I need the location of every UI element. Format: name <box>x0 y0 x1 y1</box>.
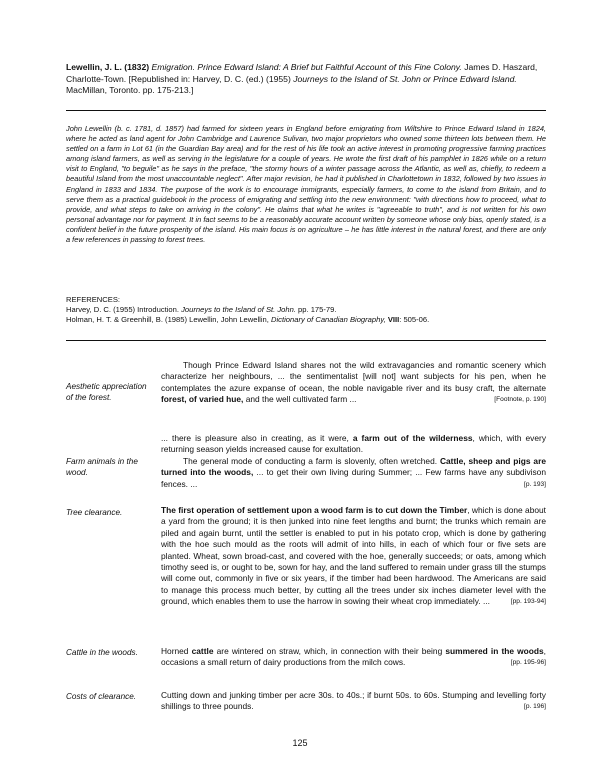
excerpt-text: The first operation of settlement upon a wood farm is to cut down the Timber, which is done about a yard from the ground; it is then junked into nine feet lengths and burnt; the trunks which remain are piled and again burnt, until the settler is enabled to put in his potato crop, which is done by gathering with the hoe such mould as the roots will admit of into hills, in each of which four or five sets are planted. Wheat, sown broad-cast, and covered with the hoe, generally succeeds; or oats, among which timothy seed is, or ought to be, sown for hay, and the land suffered to remain under grass till the stumps will come out, commonly in five or six years, if the timber had been hardwood. The Americans are said to manage this process much better, by cutting all the trees under six inches diameter level with the ground, which enables them to use the harrow in sowing their wheat crop immediately. ... [pp. 193-94] <box>161 505 546 607</box>
excerpt-text: ... there is pleasure also in creating, as it were, a farm out of the wilderness, which, with every returning season yields increased cause for exultation. The general mode of conducting a farm is slovenly, often wretched. Cattle, sheep and pigs are turned into the woods, ... to get their own living during Summer; ... Few farms have any subdivison fences. ... [p. 193] <box>161 433 547 489</box>
excerpt-text: Cutting down and junking timber per acre 30s. to 40s.; if burnt 50s. to 60s. Stumping and levelling forty shillings to three pounds. [p. 196] <box>161 690 546 712</box>
reference-item: Holman, H. T. & Greenhill, B. (1985) Lewellin, John Lewellin, Dictionary of Canadian Biography, VIII: 505-06. <box>66 315 430 325</box>
excerpt-text: Horned cattle are wintered on straw, which, in connection with their being summered in the woods, occasions a small return of dairy productions from the milch cows. [pp. 195-96] <box>161 646 546 668</box>
references-heading: REFERENCES: <box>66 295 121 304</box>
citation-page: [p. 196] <box>524 703 546 711</box>
citation-page: [Footnote, p. 190] <box>494 396 546 404</box>
citation-page: [pp. 195-96] <box>510 659 546 667</box>
margin-tag: Tree clearance. <box>66 508 123 517</box>
margin-tag: Cattle in the woods. <box>66 648 138 657</box>
citation-page: [pp. 193-94] <box>510 598 546 606</box>
divider-bottom <box>66 340 546 341</box>
excerpt-text: Though Prince Edward Island shares not the wild extravagancies and romantic scenery which characterize her neighbours, ... the sentimentalist [will not] want subjects for his pen, when he contemplates the azure expanse of ocean, the noble navigable river and its busy craft, the alternate forest, of varied hue, and the well cultivated farm ... [Footnote, p. 190] <box>161 360 546 405</box>
divider-top <box>66 110 546 111</box>
citation-page: [p. 193] <box>524 480 546 488</box>
margin-tag: Costs of clearance. <box>66 692 137 701</box>
margin-tag: Aesthetic appreciation of the forest. <box>66 382 147 402</box>
citation-author: Lewellin, J. L. (1832) <box>66 62 150 72</box>
author-biography: John Lewellin (b. c. 1781, d. 1857) had farmed for sixteen years in England before emigrating from Wiltshire to Prince Edward Island in 1824, where he acted as land agent for John Cambridge and Laurence Sulivan, two major proprietors who owned some thirteen lots between them. He settled on a farm in Lot 61 (in the Guardian Bay area) and for the rest of his life took an active interest in promoting progressive farming practices among island farmers, as well as serving in the legislature for a couple of years. He wrote the first draft of his pamphlet in 1826 while on a return visit to England, "to beguile" as he says in the preface, "the stormy hours of a winter passage across the Atlantic, as well as, chiefly, to redeem a beautiful Island from the most unaccountable neglect". After major revision, he had it published in Charlottetown in 1832, followed by two issues in England in 1833 and 1834. The purpose of the work is to encourage immigrants, especially farmers, to come to the island from Britain, and to serve them as a practical guidebook in the process of emigrating and settling into the new environment: "with directions how to proceed, what to provide, and what steps to take on arriving in the colony". He claims that what he writes is "agreeable to truth", and is not written for his own personal advantage nor for payment. It in fact seems to be a reasonably accurate account written by someone whose only bias, openly stated, is a confident belief in the future prosperity of the island. His main focus is on agriculture – he has little interest in the natural forest, and there are only a few references in passing to forest trees. <box>66 124 546 245</box>
citation-header <box>66 62 546 97</box>
reference-item: Harvey, D. C. (1955) Introduction. Journeys to the Island of St. John. pp. 175-79. <box>66 305 337 315</box>
citation-publisher-2: MacMillan, Toronto. pp. 175-213.] <box>66 85 194 96</box>
citation-title: Emigration. Prince Edward Island: A Brief but Faithful Account of this Fine Colony. <box>151 62 462 72</box>
margin-tag: Farm animals in the wood. <box>66 457 138 477</box>
references <box>66 295 546 326</box>
citation-publisher: James D. Haszard, Charlotte-Town. [Republished in: Harvey, D. C. (ed.) (1955) <box>66 62 538 84</box>
citation-republished-title: Journeys to the Island of St. John or Prince Edward Island. <box>293 73 517 84</box>
page-number: 125 <box>292 738 308 748</box>
